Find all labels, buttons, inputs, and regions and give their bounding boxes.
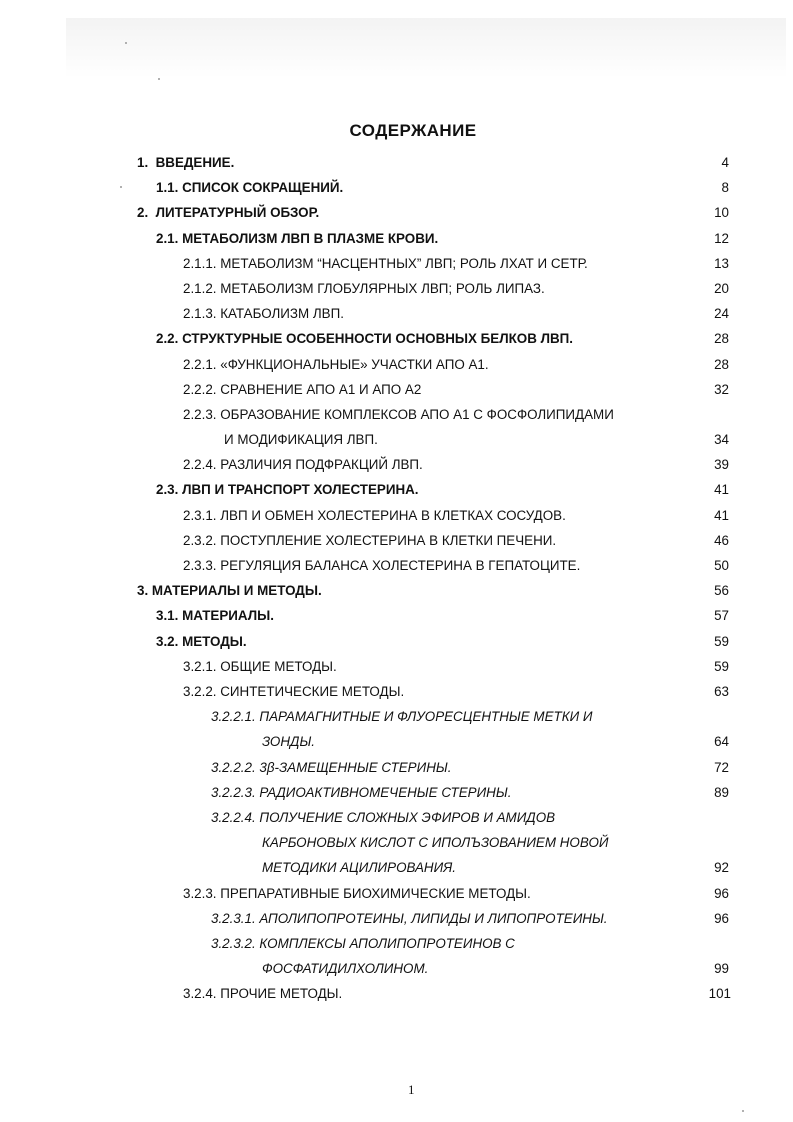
toc-entry-2-2-3 [0,402,793,452]
toc-entry-label [211,931,515,956]
toc-entry-title: МЕТАБОЛИЗМ ЛВП В ПЛАЗМЕ КРОВИ. [182,230,439,246]
toc-entry-title: РЕГУЛЯЦИЯ БАЛАНСА ХОЛЕСТЕРИНА В ГЕПАТОЦИТЕ. [220,558,581,574]
toc-entry-2-2-4 [0,452,793,477]
toc-entry-page: 39 [714,457,729,473]
toc-entry-page: 59 [714,658,729,674]
toc-entry-2-3-1 [0,503,793,528]
toc-entry-title-continued: КАРБОНОВЫХ КИСЛОТ С ИПОЛЪЗОВАНИЕМ НОВОЙ [262,835,609,851]
toc-entry-page: 28 [714,331,729,347]
toc-entry-title: СПИСОК СОКРАЩЕНИЙ. [182,180,344,196]
toc-entry-number: 2.1.3. [183,306,217,322]
toc-entry-page: 32 [714,381,729,397]
toc-entry-number: 3.2.3.2. [211,935,256,951]
toc-entry-page: 20 [714,280,729,296]
toc-entry-page: 50 [714,558,729,574]
toc-entry-number: 3.2.3.1. [211,910,256,926]
toc-entry-number: 3.2.2.2. [211,759,256,775]
toc-entry-2-1-1 [0,251,793,276]
toc-entry-label [183,452,423,477]
toc-entry-label [156,175,343,200]
toc-entry-number: 3.2.2.1. [211,709,256,725]
toc-entry-1-1 [0,175,793,200]
toc-entry-3-2-1 [0,654,793,679]
toc-entry-2-3 [0,477,793,502]
toc-entry-title-continued: ФОСФАТИДИЛХОЛИНОМ. [262,961,429,977]
toc-entry-title: ПРЕПАРАТИВНЫЕ БИОХИМИЧЕСКИЕ МЕТОДЫ. [220,885,531,901]
toc-entry-title: СТРУКТУРНЫЕ ОСОБЕННОСТИ ОСНОВНЫХ БЕЛКОВ ЛВП. [182,331,574,347]
toc-entry-number: 3.2.2. [183,683,217,699]
toc-entry-title: ЛИТЕРАТУРНЫЙ ОБЗОР. [155,205,320,221]
scan-speck [158,78,160,80]
page-title: СОДЕРЖАНИЕ [349,121,477,140]
toc-entry-label [183,276,545,301]
toc-entry-label [211,780,511,805]
toc-entry-1 [0,150,793,175]
toc-entry-3-2-3 [0,881,793,906]
toc-entry-title: СИНТЕТИЧЕСКИЕ МЕТОДЫ. [220,683,405,699]
toc-entry-label [137,150,234,175]
toc-entry-page: 59 [714,633,729,649]
toc-entry-title: КОМПЛЕКСЫ АПОЛИПОПРОТЕИНОВ С [259,935,515,951]
toc-entry-page: 99 [714,961,729,977]
toc-entry-page: 41 [714,482,729,498]
toc-entry-title: МАТЕРИАЛЫ И МЕТОДЫ. [151,583,322,599]
toc-entry-label [211,906,608,931]
toc-entry-title-continued: И МОДИФИКАЦИЯ ЛВП. [224,432,378,448]
toc-entry-2-2-2 [0,377,793,402]
toc-entry-title: «ФУНКЦИОНАЛЬНЫЕ» УЧАСТКИ АПО А1. [220,356,489,372]
toc-entry-2 [0,200,793,225]
toc-entry-title: СРАВНЕНИЕ АПО А1 И АПО А2 [220,381,422,397]
toc-entry-title: ЛВП И ТРАНСПОРТ ХОЛЕСТЕРИНА. [182,482,419,498]
toc-entry-title-continued: ЗОНДЫ. [262,734,316,750]
toc-entry-page: 72 [714,759,729,775]
toc-entry-3-2-2-1 [0,704,793,754]
toc-entry-number: 2.3.1. [183,507,217,523]
toc-entry-label [156,226,438,251]
toc-entry-title: ПОЛУЧЕНИЕ СЛОЖНЫХ ЭФИРОВ И АМИДОВ [259,809,556,825]
toc-entry-label [211,755,451,780]
toc-entry-2-2 [0,326,793,351]
toc-entry-title: ВВЕДЕНИЕ. [155,155,235,170]
toc-entry-title: ЛВП И ОБМЕН ХОЛЕСТЕРИНА В КЛЕТКАХ СОСУДОВ. [220,507,566,523]
toc-entry-title: ПОСТУПЛЕНИЕ ХОЛЕСТЕРИНА В КЛЕТКИ ПЕЧЕНИ. [220,532,557,548]
toc-entry-title: МЕТОДЫ. [182,633,247,649]
toc-entry-number: 2.1.1. [183,255,217,271]
toc-entry-label [137,200,319,225]
toc-entry-page: 63 [714,683,729,699]
toc-entry-title: АПОЛИПОПРОТЕИНЫ, ЛИПИДЫ И ЛИПОПРОТЕИНЫ. [259,910,608,926]
toc-entry-label [183,251,588,276]
toc-entry-3-2-2 [0,679,793,704]
toc-entry-title: 3β-ЗАМЕЩЕННЫЕ СТЕРИНЫ. [259,759,452,775]
toc-entry-title: ПРОЧИЕ МЕТОДЫ. [220,986,343,1002]
toc-entry-number: 2.3.3. [183,558,217,574]
toc-entry-title: КАТАБОЛИЗМ ЛВП. [220,306,344,322]
toc-entry-label [183,352,489,377]
page-number: 1 [408,1082,415,1097]
toc-entry-label [137,578,322,603]
toc-entry-3-2-2-4 [0,805,793,881]
toc-entry-label [156,603,274,628]
toc-entry-3-2-3-2 [0,931,793,981]
toc-entry-page: 96 [714,885,729,901]
toc-entry-number: 2.2. [156,331,179,347]
scan-speck [742,1110,744,1112]
toc-entry-title: ОБЩИЕ МЕТОДЫ. [220,658,337,674]
toc-entry-2-3-2 [0,528,793,553]
toc-entry-number: 3. [137,583,149,599]
toc-entry-label [211,805,555,830]
toc-entry-title: МЕТАБОЛИЗМ ГЛОБУЛЯРНЫХ ЛВП; РОЛЬ ЛИПАЗ. [220,280,545,296]
toc-entry-number: 3.2.4. [183,986,217,1002]
toc-entry-label [183,301,344,326]
toc-entry-number: 3.2.1. [183,658,217,674]
toc-entry-number: 2.2.3. [183,406,217,422]
toc-entry-label [183,528,556,553]
toc-entry-label [183,553,580,578]
toc-entry-number: 2.1.2. [183,280,217,296]
toc-entry-page: 8 [721,180,729,196]
toc-entry-title: МЕТАБОЛИЗМ “НАСЦЕНТНЫХ” ЛВП; РОЛЬ ЛХАТ И СЕТР. [220,255,588,271]
toc-entry-page: 24 [714,306,729,322]
toc-entry-3-2-3-1 [0,906,793,931]
toc-entry-title: РАДИОАКТИВНОМЕЧЕНЫЕ СТЕРИНЫ. [259,784,512,800]
toc-entry-2-1 [0,226,793,251]
toc-entry-3-2-4 [0,981,793,1006]
toc-entry-page: 41 [714,507,729,523]
toc-entry-number: 2. [137,205,149,221]
toc-entry-title: МАТЕРИАЛЫ. [182,608,274,624]
toc-entry-page: 4 [721,155,729,170]
toc-entry-page: 13 [714,255,729,271]
toc-entry-page: 101 [708,986,731,1002]
toc-entry-title-continued: МЕТОДИКИ АЦИЛИРОВАНИЯ. [262,860,456,876]
toc-entry-3-2-2-2 [0,755,793,780]
toc-entry-label [183,402,614,427]
toc-entry-number: 3.2.2.4. [211,809,256,825]
toc-entry-label [183,503,566,528]
toc-entry-number: 2.2.1. [183,356,217,372]
toc-entry-3 [0,578,793,603]
toc-entry-label [156,477,419,502]
toc-entry-page: 34 [714,432,729,448]
toc-entry-title: РАЗЛИЧИЯ ПОДФРАКЦИЙ ЛВП. [220,457,423,473]
toc-entry-number: 1. [137,155,149,170]
toc-entry-page: 57 [714,608,729,624]
toc-entry-label [183,981,342,1006]
toc-entry-page: 12 [714,230,729,246]
toc-entry-label [183,654,337,679]
table-of-contents [0,150,793,1006]
toc-entry-number: 2.2.4. [183,457,217,473]
toc-entry-label [183,377,421,402]
toc-entry-2-1-2 [0,276,793,301]
toc-entry-page: 64 [714,734,729,750]
toc-entry-2-1-3 [0,301,793,326]
toc-entry-page: 92 [714,860,729,876]
toc-entry-number: 3.2. [156,633,179,649]
toc-entry-3-1 [0,603,793,628]
toc-entry-label [156,326,573,351]
toc-entry-page: 89 [714,784,729,800]
toc-entry-number: 3.2.3. [183,885,217,901]
toc-entry-page: 28 [714,356,729,372]
toc-entry-number: 3.1. [156,608,179,624]
toc-entry-number: 1.1. [156,180,179,196]
toc-entry-3-2-2-3 [0,780,793,805]
toc-entry-number: 3.2.2.3. [211,784,256,800]
toc-entry-label [183,881,531,906]
toc-entry-number: 2.1. [156,230,179,246]
toc-entry-title: ОБРАЗОВАНИЕ КОМПЛЕКСОВ АПО А1 С ФОСФОЛИПИДАМИ [220,406,614,422]
toc-entry-label [183,679,404,704]
toc-entry-number: 2.3. [156,482,179,498]
toc-entry-number: 2.2.2. [183,381,217,397]
toc-entry-2-2-1 [0,352,793,377]
toc-entry-label [156,629,247,654]
toc-entry-page: 10 [714,205,729,221]
toc-entry-number: 2.3.2. [183,532,217,548]
toc-entry-page: 56 [714,583,729,599]
toc-entry-3-2 [0,629,793,654]
toc-entry-title: ПАРАМАГНИТНЫЕ И ФЛУОРЕСЦЕНТНЫЕ МЕТКИ И [259,709,593,725]
toc-entry-page: 96 [714,910,729,926]
scan-speck [125,42,127,44]
toc-entry-2-3-3 [0,553,793,578]
toc-entry-label [211,704,592,729]
toc-entry-page: 46 [714,532,729,548]
